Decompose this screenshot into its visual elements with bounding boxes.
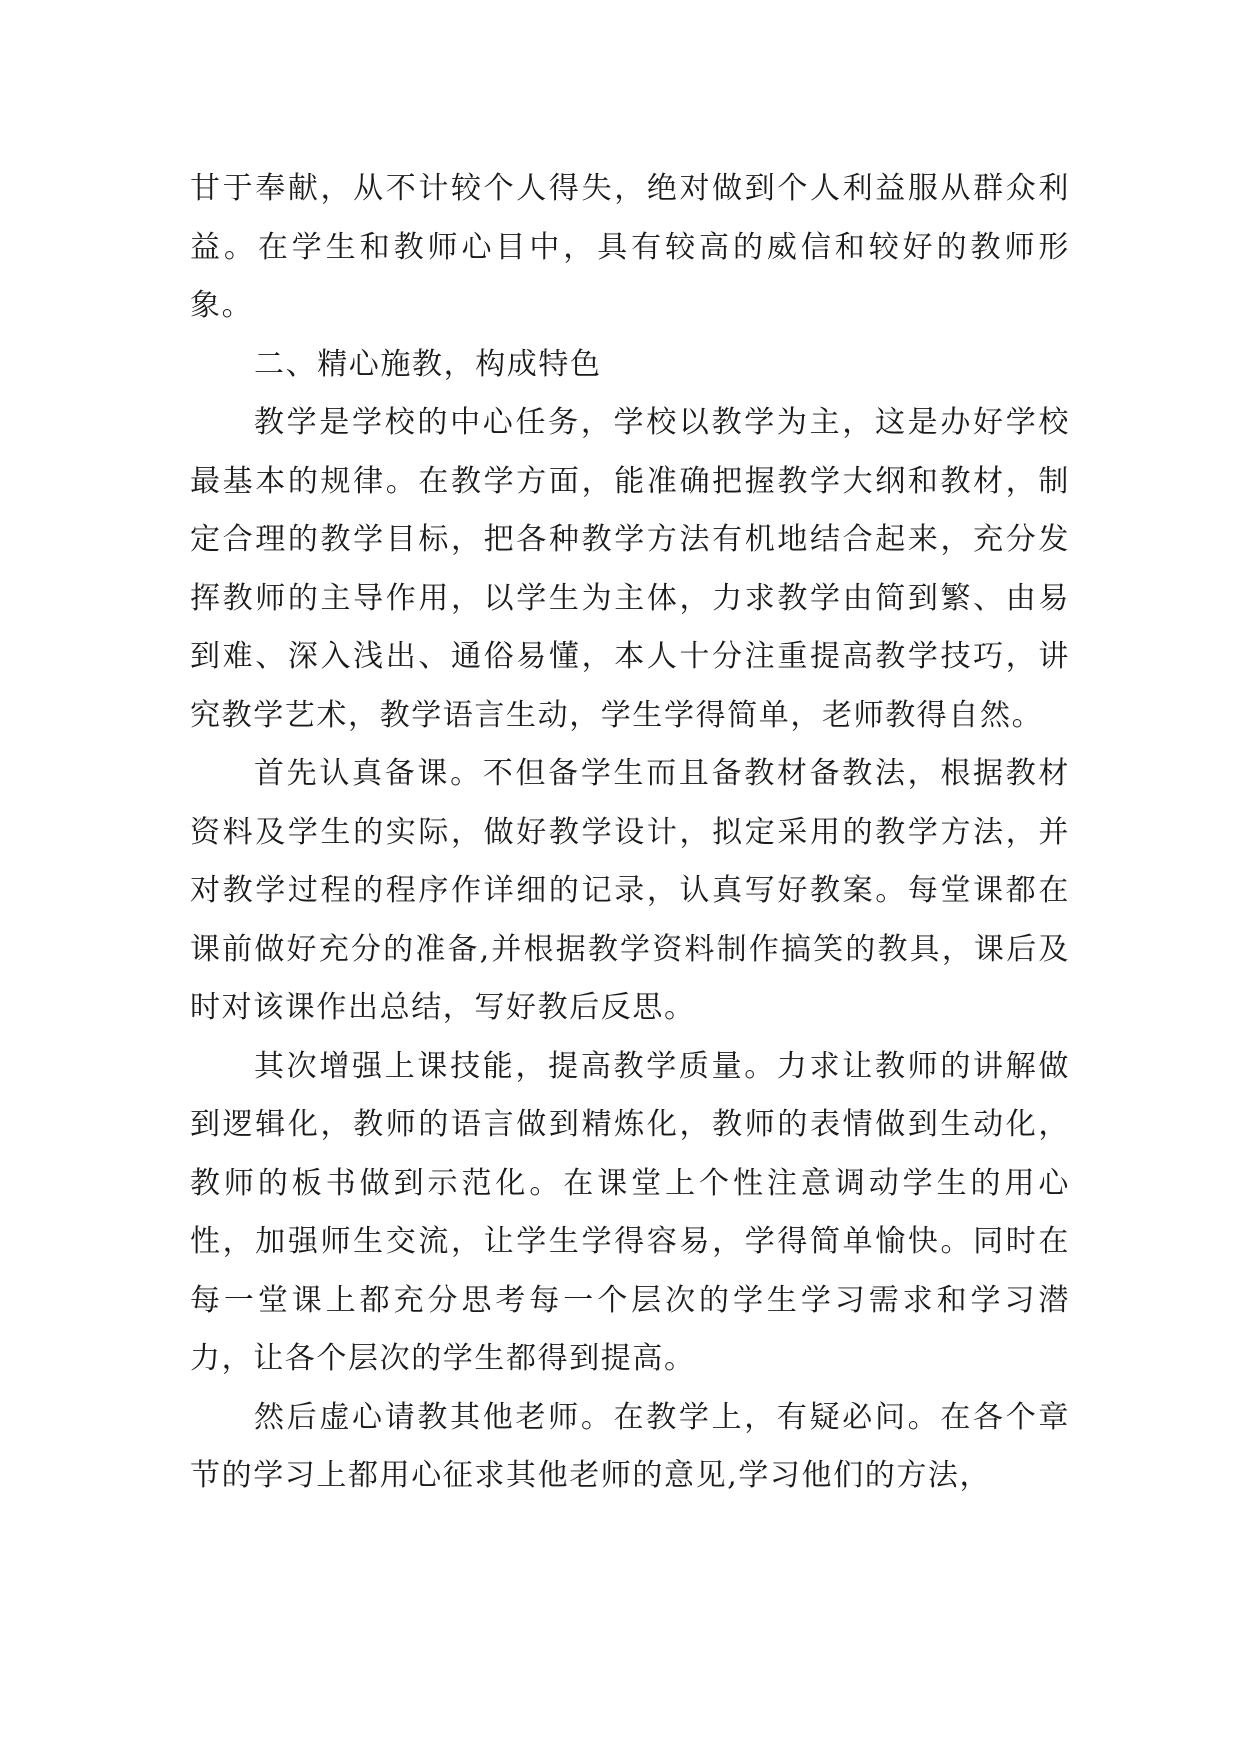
section-heading: 二、精心施教，构成特色 (254, 346, 602, 382)
document-body (190, 160, 1070, 1506)
paragraph-teaching-overview: 教学是学校的中心任务，学校以教学为主，这是办好学校最基本的规律。在教学方面，能准确把握教学大纲和教材，制定合理的教学目标，把各种教学方法有机地结合起来，充分发挥教师的主导作用，以学生为主体，力求教学由简到繁、由易到难、深入浅出、通俗易懂，本人十分注重提高教学技巧，讲究教学艺术，教学语言生动，学生学得简单，老师教得自然。 (190, 405, 1070, 733)
paragraph-continuation: 甘于奉献，从不计较个人得失，绝对做到个人利益服从群众利益。在学生和教师心目中，具有较高的威信和较好的教师形象。 (190, 171, 1070, 323)
paragraph-lesson-preparation: 首先认真备课。不但备学生而且备教材备教法，根据教材资料及学生的实际，做好教学设计，拟定采用的教学方法，并对教学过程的程序作详细的记录，认真写好教案。每堂课都在课前做好充分的准备,并根据教学资料制作搞笑的教具，课后及时对该课作出总结，写好教后反思。 (190, 756, 1070, 1025)
paragraph-consult-teachers: 然后虚心请教其他老师。在教学上，有疑必问。在各个章节的学习上都用心征求其他老师的意见,学习他们的方法， (190, 1399, 1070, 1493)
paragraph-class-skills: 其次增强上课技能，提高教学质量。力求让教师的讲解做到逻辑化，教师的语言做到精炼化，教师的表情做到生动化，教师的板书做到示范化。在课堂上个性注意调动学生的用心性，加强师生交流，让学生学得容易，学得简单愉快。同时在每一堂课上都充分思考每一个层次的学生学习需求和学习潜力，让各个层次的学生都得到提高。 (190, 1048, 1070, 1376)
